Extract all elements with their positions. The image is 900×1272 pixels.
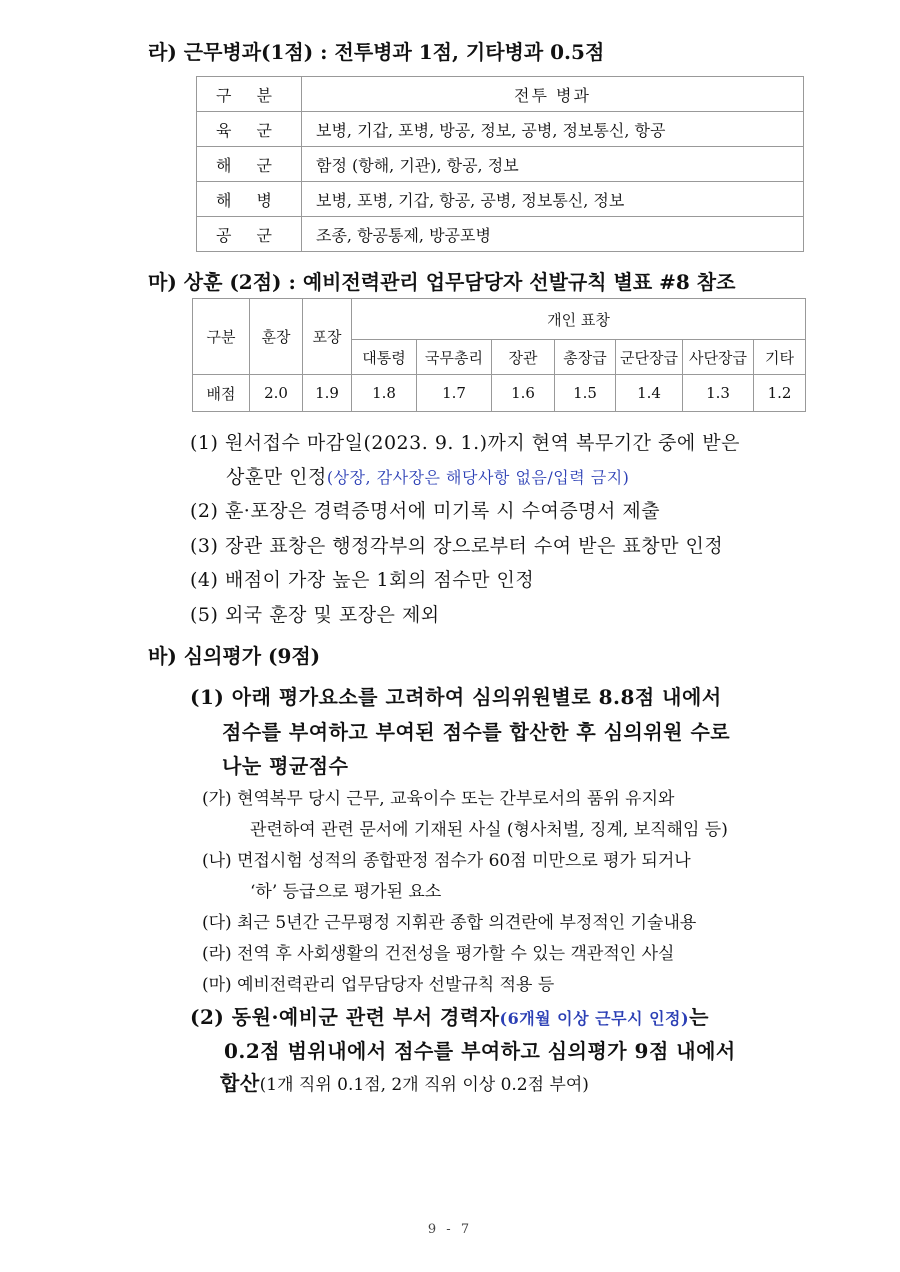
combat-branches-cell: 조종, 항공통제, 방공포병 [302, 217, 804, 252]
table-subheader-cell: 기타 [754, 340, 806, 375]
section-ra-heading: 라) 근무병과(1점) : 전투병과 1점, 기타병과 0.5점 [148, 40, 605, 64]
ba-item-2-line-3 [220, 1067, 589, 1096]
score-cell: 1.2 [754, 375, 806, 412]
table-header-row [193, 299, 806, 340]
table-subheader-cell: 군단장급 [616, 340, 683, 375]
ba-sub-ra: (라) 전역 후 사회생활의 건전성을 평가할 수 있는 객관적인 사실 [202, 944, 675, 964]
award-score-table [192, 298, 806, 412]
ba-sub-na-line-2: ‘하’ 등급으로 평가된 요소 [250, 882, 442, 902]
score-cell: 1.9 [303, 375, 352, 412]
ba-sub-ma: (마) 예비전력관리 업무담당자 선발규칙 적용 등 [202, 975, 555, 995]
page-number: 9 - 7 [427, 1222, 473, 1237]
section-ma-heading: 마) 상훈 (2점) : 예비전력관리 업무담당자 선발규칙 별표 #8 참조 [148, 270, 736, 294]
ba-sub-ga-line-2: 관련하여 관련 문서에 기재된 사실 (형사처벌, 징계, 보직해임 등) [250, 820, 728, 840]
score-cell: 1.3 [683, 375, 754, 412]
table-row [197, 217, 804, 252]
table-subheader-cell: 총장급 [555, 340, 616, 375]
table-row [193, 375, 806, 412]
branch-cell: 육 군 [197, 112, 302, 147]
table-row [197, 182, 804, 217]
ba-sub-ga-line-1: (가) 현역복무 당시 근무, 교육이수 또는 간부로서의 품위 유지와 [202, 789, 675, 809]
score-cell: 1.7 [417, 375, 492, 412]
table-row [197, 112, 804, 147]
score-cell: 2.0 [250, 375, 303, 412]
ba-item-2-line-1 [190, 1001, 709, 1030]
row-label-cell: 배점 [193, 375, 250, 412]
ba-item-2-bold: 합산 [220, 1071, 260, 1095]
table-header-cell: 전투 병과 [302, 77, 804, 112]
ma-item-1-text: 상훈만 인정 [226, 466, 327, 488]
score-cell: 1.5 [555, 375, 616, 412]
table-subheader-cell: 장관 [492, 340, 555, 375]
ba-item-2-detail: (1개 직위 0.1점, 2개 직위 이상 0.2점 부여) [259, 1075, 589, 1095]
ma-item-2: (2) 훈·포장은 경력증명서에 미기록 시 수여증명서 제출 [190, 500, 661, 522]
branch-cell: 해 군 [197, 147, 302, 182]
ma-item-5: (5) 외국 훈장 및 포장은 제외 [190, 604, 440, 626]
ba-item-1-line-3: 나눈 평균점수 [222, 754, 349, 778]
table-header-cell: 구분 [193, 299, 250, 375]
table-row [197, 147, 804, 182]
ba-item-1-line-2: 점수를 부여하고 부여된 점수를 합산한 후 심의위원 수로 [222, 720, 731, 744]
ba-item-2-suffix: 는 [689, 1005, 709, 1029]
table-header-cell: 포장 [303, 299, 352, 375]
table-header-cell: 훈장 [250, 299, 303, 375]
ma-item-3: (3) 장관 표창은 행정각부의 장으로부터 수여 받은 표창만 인정 [190, 535, 724, 557]
ba-item-2-line-2: 0.2점 범위내에서 점수를 부여하고 심의평가 9점 내에서 [224, 1039, 736, 1063]
combat-branches-cell: 보병, 포병, 기갑, 항공, 공병, 정보통신, 정보 [302, 182, 804, 217]
section-ba-heading: 바) 심의평가 (9점) [148, 644, 321, 668]
ba-item-2-note: (6개월 이상 근무시 인정) [499, 1009, 690, 1028]
branch-cell: 공 군 [197, 217, 302, 252]
ma-item-1-note: (상장, 감사장은 해당사항 없음/입력 금지) [326, 468, 630, 487]
table-subheader-cell: 대통령 [352, 340, 417, 375]
table-subheader-cell: 국무총리 [417, 340, 492, 375]
ma-item-4: (4) 배점이 가장 높은 1회의 점수만 인정 [190, 569, 535, 591]
table-header-cell: 구 분 [197, 77, 302, 112]
ma-item-1-line-2 [226, 462, 629, 489]
ba-item-1-line-1: (1) 아래 평가요소를 고려하여 심의위원별로 8.8점 내에서 [190, 685, 722, 709]
ba-sub-na-line-1: (나) 면접시험 성적의 종합판정 점수가 60점 미만으로 평가 되거나 [202, 851, 691, 871]
combat-branches-cell: 함정 (항해, 기관), 항공, 정보 [302, 147, 804, 182]
score-cell: 1.8 [352, 375, 417, 412]
ba-sub-da: (다) 최근 5년간 근무평정 지휘관 종합 의견란에 부정적인 기술내용 [202, 913, 697, 933]
score-cell: 1.4 [616, 375, 683, 412]
branch-cell: 해 병 [197, 182, 302, 217]
score-cell: 1.6 [492, 375, 555, 412]
combat-branch-table [196, 76, 804, 252]
table-header-row [197, 77, 804, 112]
ma-item-1-line-1: (1) 원서접수 마감일(2023. 9. 1.)까지 현역 복무기간 중에 받은 [190, 432, 740, 454]
ba-item-2-text: (2) 동원·예비군 관련 부서 경력자 [190, 1005, 500, 1029]
table-header-cell: 개인 표창 [352, 299, 806, 340]
table-subheader-cell: 사단장급 [683, 340, 754, 375]
combat-branches-cell: 보병, 기갑, 포병, 방공, 정보, 공병, 정보통신, 항공 [302, 112, 804, 147]
